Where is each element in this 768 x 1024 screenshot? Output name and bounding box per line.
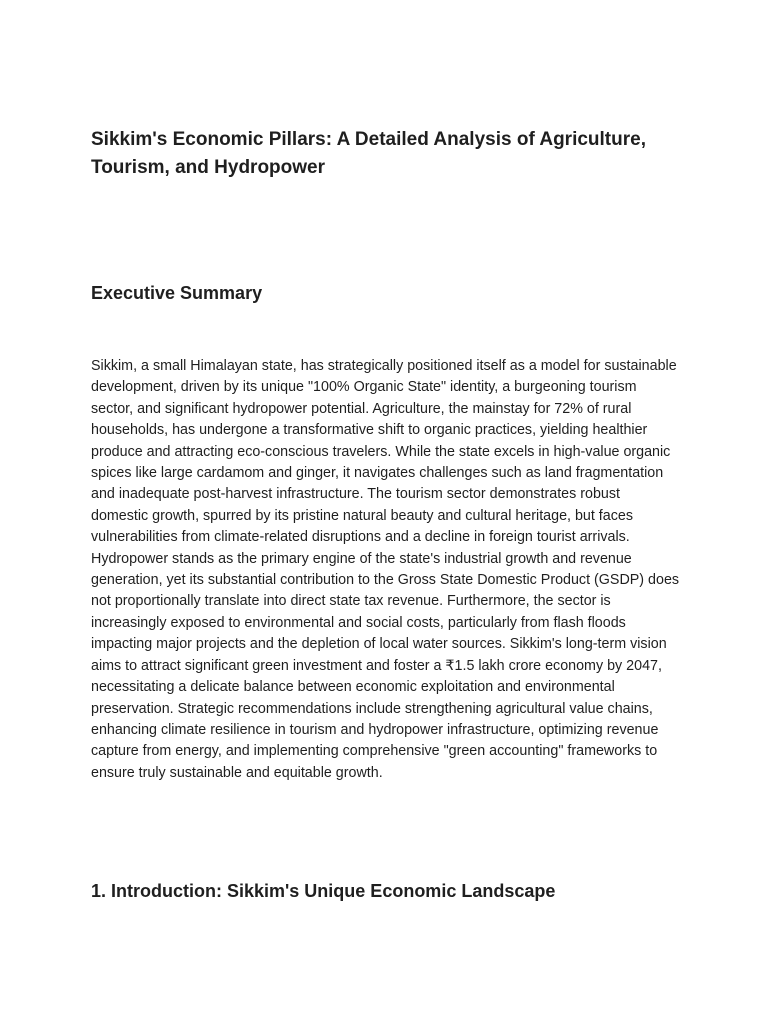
executive-summary-paragraph: Sikkim, a small Himalayan state, has strategically positioned itself as a model for sustainable development, driven by its unique "100% Organic State" identity, a burgeoning tourism sector, and significant hydropower potential. Agriculture, the mainstay for 72% of rural households, has undergone a transformative shift to organic practices, yielding healthier produce and attracting eco-conscious travelers. While the state excels in high-value organic spices like large cardamom and ginger, it navigates challenges such as land fragmentation and inadequate post-harvest infrastructure. The tourism sector demonstrates robust domestic growth, spurred by its pristine natural beauty and cultural heritage, but faces vulnerabilities from climate-related disruptions and a decline in foreign tourist arrivals. Hydropower stands as the primary engine of the state's industrial growth and revenue generation, yet its substantial contribution to the Gross State Domestic Product (GSDP) does not proportionally translate into direct state tax revenue. Furthermore, the sector is increasingly exposed to environmental and social costs, particularly from flash floods impacting major projects and the depletion of local water sources. Sikkim's long-term vision aims to attract significant green investment and foster a ₹1.5 lakh crore economy by 2047, necessitating a delicate balance between economic exploitation and environmental preservation. Strategic recommendations include strengthening agricultural value chains, enhancing climate resilience in tourism and hydropower infrastructure, optimizing revenue capture from energy, and implementing comprehensive "green accounting" frameworks to ensure truly sustainable and equitable growth. — [91, 358, 680, 781]
section-heading-introduction: 1. Introduction: Sikkim's Unique Economic Landscape — [91, 881, 556, 901]
document-title: Sikkim's Economic Pillars: A Detailed Analysis of Agriculture, Tourism, and Hydropower — [91, 129, 646, 178]
section-heading-executive-summary: Executive Summary — [91, 283, 263, 303]
